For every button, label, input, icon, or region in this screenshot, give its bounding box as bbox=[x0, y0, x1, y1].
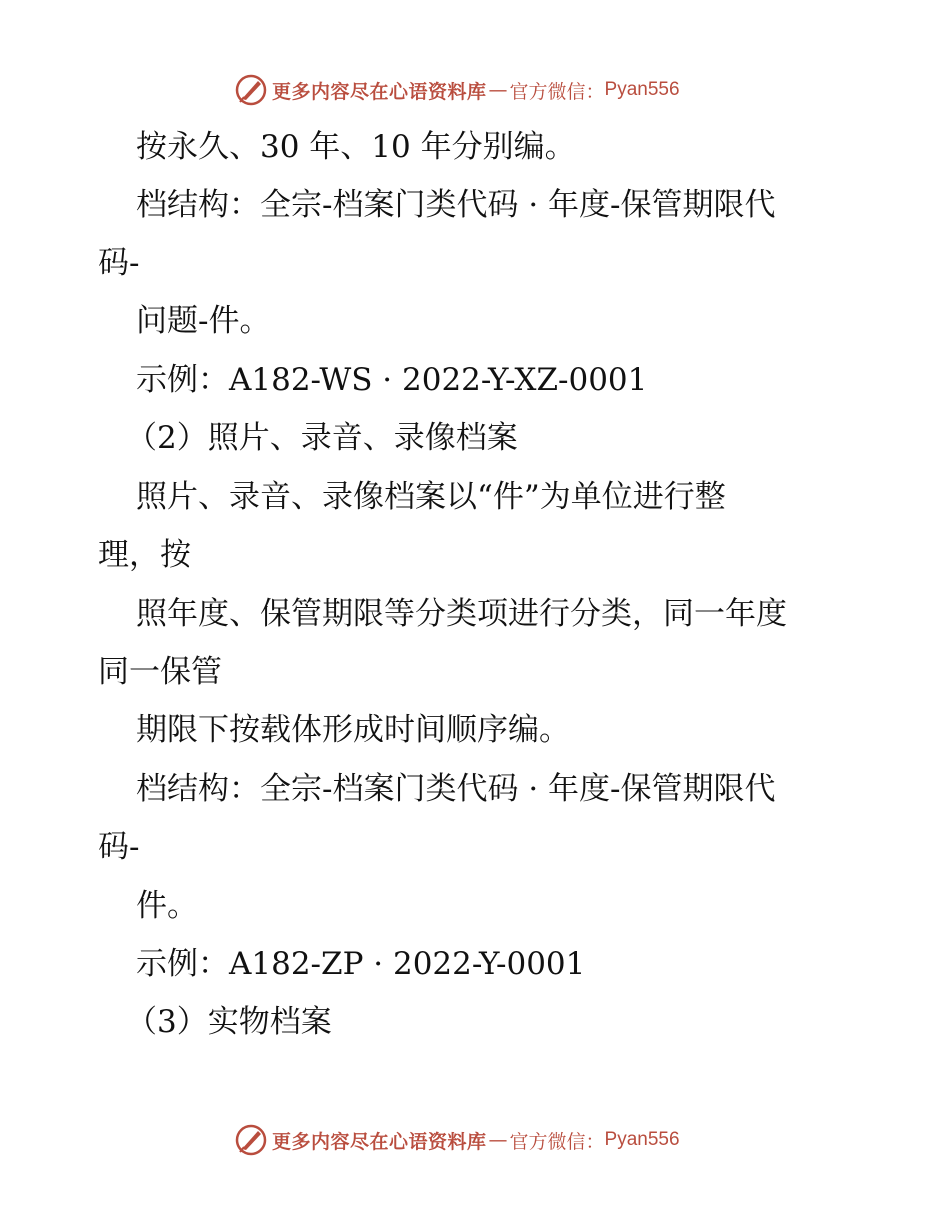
watermark-wechat-id: Pyan556 bbox=[604, 1129, 680, 1150]
quill-logo-icon bbox=[234, 1123, 268, 1157]
text-line: 档结构：全宗-档案门类代码 · 年度-保管期限代 bbox=[136, 187, 776, 223]
section-heading: （2）照片、录音、录像档案 bbox=[126, 420, 518, 456]
header-watermark bbox=[234, 72, 680, 108]
text-line: 件。 bbox=[136, 888, 198, 924]
text-line: 码- bbox=[98, 829, 140, 865]
watermark-wechat-id: Pyan556 bbox=[604, 79, 680, 100]
watermark-main-text: 更多内容尽在心语资料库 bbox=[272, 1130, 487, 1153]
text-line: 按永久、30 年、10 年分别编。 bbox=[136, 129, 576, 165]
watermark-dash: — bbox=[488, 79, 508, 101]
text-line: 档结构：全宗-档案门类代码 · 年度-保管期限代 bbox=[136, 771, 776, 807]
text-line: 问题-件。 bbox=[136, 303, 271, 339]
text-line: 同一保管 bbox=[98, 654, 222, 690]
text-line: 期限下按载体形成时间顺序编。 bbox=[136, 712, 570, 748]
watermark-wechat-label: 官方微信： bbox=[509, 80, 605, 103]
section-heading: （3）实物档案 bbox=[126, 1004, 332, 1040]
text-line: 示例：A182-WS · 2022-Y-XZ-0001 bbox=[136, 362, 648, 398]
watermark-wechat-label: 官方微信： bbox=[509, 1130, 605, 1153]
watermark-main-text: 更多内容尽在心语资料库 bbox=[272, 80, 487, 103]
text-line: 理，按 bbox=[98, 537, 191, 573]
text-line: 码- bbox=[98, 245, 140, 281]
text-line: 照年度、保管期限等分类项进行分类，同一年度 bbox=[136, 596, 787, 632]
footer-watermark bbox=[234, 1122, 680, 1158]
text-line: 照片、录音、录像档案以“件”为单位进行整 bbox=[136, 479, 726, 515]
text-line: 示例：A182-ZP · 2022-Y-0001 bbox=[136, 946, 586, 982]
watermark-dash: — bbox=[488, 1129, 508, 1151]
quill-logo-icon bbox=[234, 73, 268, 107]
